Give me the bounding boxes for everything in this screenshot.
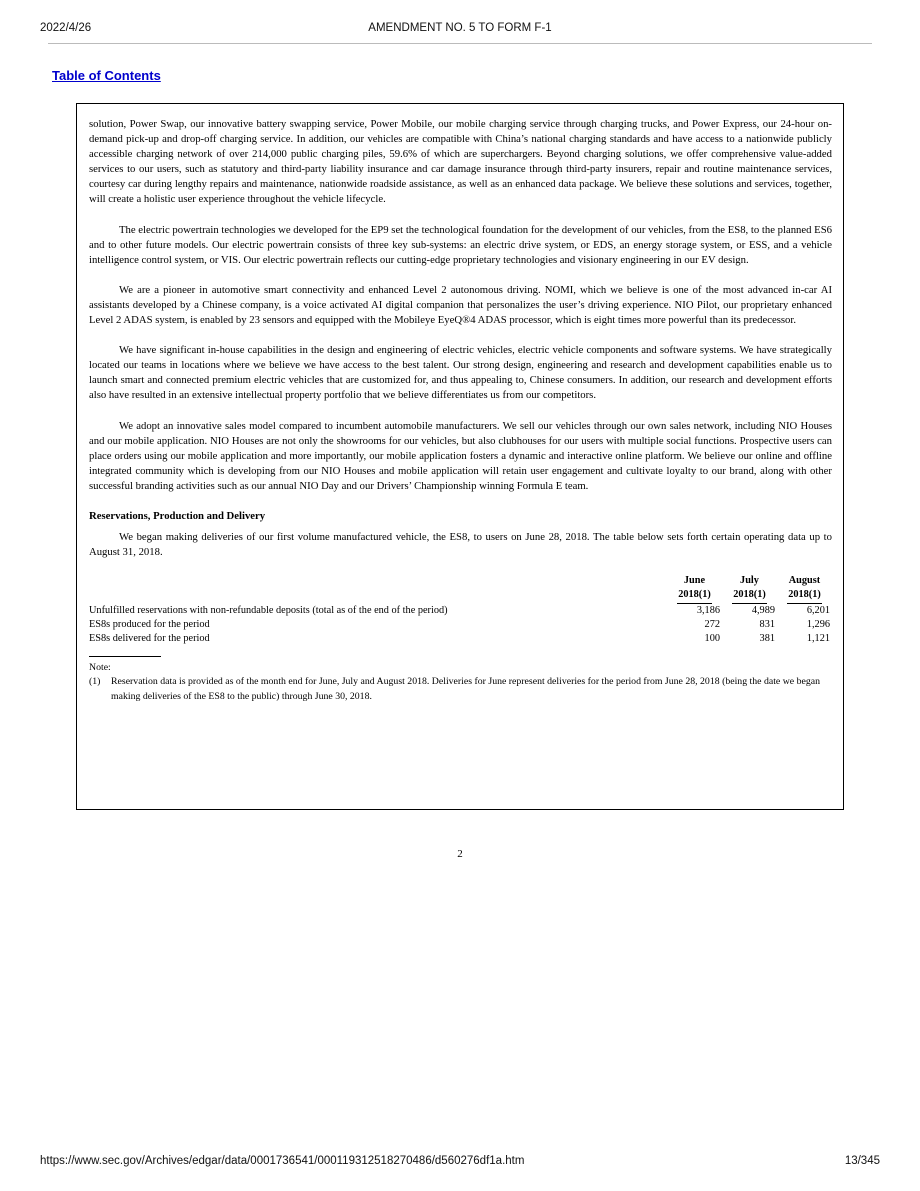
paragraph: The electric powertrain technologies we developed for the EP9 set the technological foundation for the development of our vehicles, from the ES8, to the planned ES6 and to other future models. Our electric powertrain consists of three key sub-systems: an electric drive system, or EDS, an energy storage system, or ESS, and a vehicle intelligence control system, or VIS. Our electric powertrain reflects our cutting-edge proprietary technologies and visionary engineering in our EV design. <box>89 223 832 266</box>
table-row <box>89 604 832 618</box>
footnote <box>89 675 832 703</box>
section-paragraph: We began making deliveries of our first volume manufactured vehicle, the ES8, to users on June 28, 2018. The table below sets forth certain operating data up to August 31, 2018. <box>89 531 832 559</box>
table-cell: 6,201 <box>806 604 830 616</box>
source-url: https://www.sec.gov/Archives/edgar/data/0001736541/000119312518270486/d560276df1a.htm <box>40 1155 525 1167</box>
table-row <box>89 618 832 632</box>
row-label: ES8s delivered for the period <box>89 633 210 645</box>
table-cell: 4,989 <box>751 604 775 616</box>
table-row <box>89 632 832 646</box>
table-cell: 831 <box>759 618 775 630</box>
column-header-year: 2018(1) <box>677 588 712 603</box>
column-header-year: 2018(1) <box>732 588 767 603</box>
note-title: Note: <box>89 662 111 674</box>
footnote-text: Reservation data is provided as of the month end for June, July and August 2018. Deliveries for June represent deliveries for the period from June 28, 2018 (being the date we began making deliveries of the ES8 to the public) through June 30, 2018. <box>111 676 820 702</box>
note-section <box>89 661 832 704</box>
paragraph: We have significant in-house capabilities in the design and engineering of electric vehicles, electric vehicle components and software systems. We have strategically located our teams in locations where we believe we have access to the best talent. Our strong design, engineering and research and development capabilities enable us to launch smart and connected premium electric vehicles that are customized for, and thus appealing to, Chinese consumers. In addition, our research and development efforts also have resulted in an extensive intellectual property portfolio that we believe differentiates us from our competitors. <box>89 344 832 402</box>
note-divider <box>89 656 161 657</box>
column-header-month: June <box>683 575 706 587</box>
paragraph: We adopt an innovative sales model compared to incumbent automobile manufacturers. We sell our vehicles through our own sales network, including NIO Houses and our mobile application. NIO Houses are not only the showrooms for our vehicles, but also clubhouses for our users with multiple social functions. Prospective users can place orders using our mobile application and more importantly, our mobile application fosters a dynamic and interactive online platform. We believe our online and offline integrated community which is developing from our NIO Houses and mobile application will retain user engagement and cultivate loyalty to our brand, along with other successful branding activities such as our annual NIO Day and our Drivers’ Championship winning Formula E team. <box>89 419 832 492</box>
table-cell: 272 <box>704 618 720 630</box>
paragraph: solution, Power Swap, our innovative battery swapping service, Power Mobile, our mobile charging service through charging trucks, and Power Express, our 24-hour on-demand pick-up and drop-off charging service. In addition, our vehicles are compatible with China’s national charging standards and have access to a nationwide publicly accessible charging network of over 214,000 public charging piles, 59.6% of which are superchargers. Beyond charging solutions, we offer comprehensive value-added services to our users, such as statutory and third-party liability insurance and car damage insurance through third-party insurers, repair and routine maintenance services, courtesy car during lengthy repairs and maintenance, nationwide roadside assistance, as well as an enhanced data package. We believe these solutions and services, together, will create a holistic user experience throughout the vehicle lifecycle. <box>89 118 832 206</box>
table-cell: 1,296 <box>806 618 830 630</box>
row-label: ES8s produced for the period <box>89 618 210 630</box>
column-header-year: 2018(1) <box>787 588 822 603</box>
table-header-year-row <box>89 588 832 603</box>
section-heading: Reservations, Production and Delivery <box>89 509 266 522</box>
table-header-month-row <box>89 574 832 588</box>
table-cell: 3,186 <box>696 604 720 616</box>
table-cell: 381 <box>759 633 775 645</box>
print-page-count: 13/345 <box>844 1155 880 1167</box>
row-label: Unfulfilled reservations with non-refundable deposits (total as of the end of the period) <box>89 604 448 616</box>
document-body <box>89 117 832 704</box>
table-cell: 1,121 <box>806 633 830 645</box>
document-title: AMENDMENT NO. 5 TO FORM F-1 <box>368 22 552 34</box>
footnote-mark: (1) <box>89 676 101 688</box>
column-header-month: August <box>788 575 821 587</box>
table-of-contents-link[interactable]: Table of Contents <box>52 68 161 83</box>
column-header-month: July <box>740 575 759 587</box>
print-date: 2022/4/26 <box>40 22 92 34</box>
paragraph: We are a pioneer in automotive smart connectivity and enhanced Level 2 autonomous driving. NOMI, which we believe is one of the most advanced in-car AI assistants developed by a Chinese company, is a voice activated AI digital companion that personalizes the user’s driving experience. NIO Pilot, our proprietary enhanced Level 2 ADAS system, is enabled by 23 sensors and equipped with the Mobileye EyeQ®4 ADAS processor, which is eight times more powerful than its predecessor. <box>89 283 832 327</box>
operating-data-table <box>89 574 832 646</box>
page-number: 2 <box>457 848 463 860</box>
table-cell: 100 <box>704 633 720 645</box>
header-divider <box>48 43 872 44</box>
